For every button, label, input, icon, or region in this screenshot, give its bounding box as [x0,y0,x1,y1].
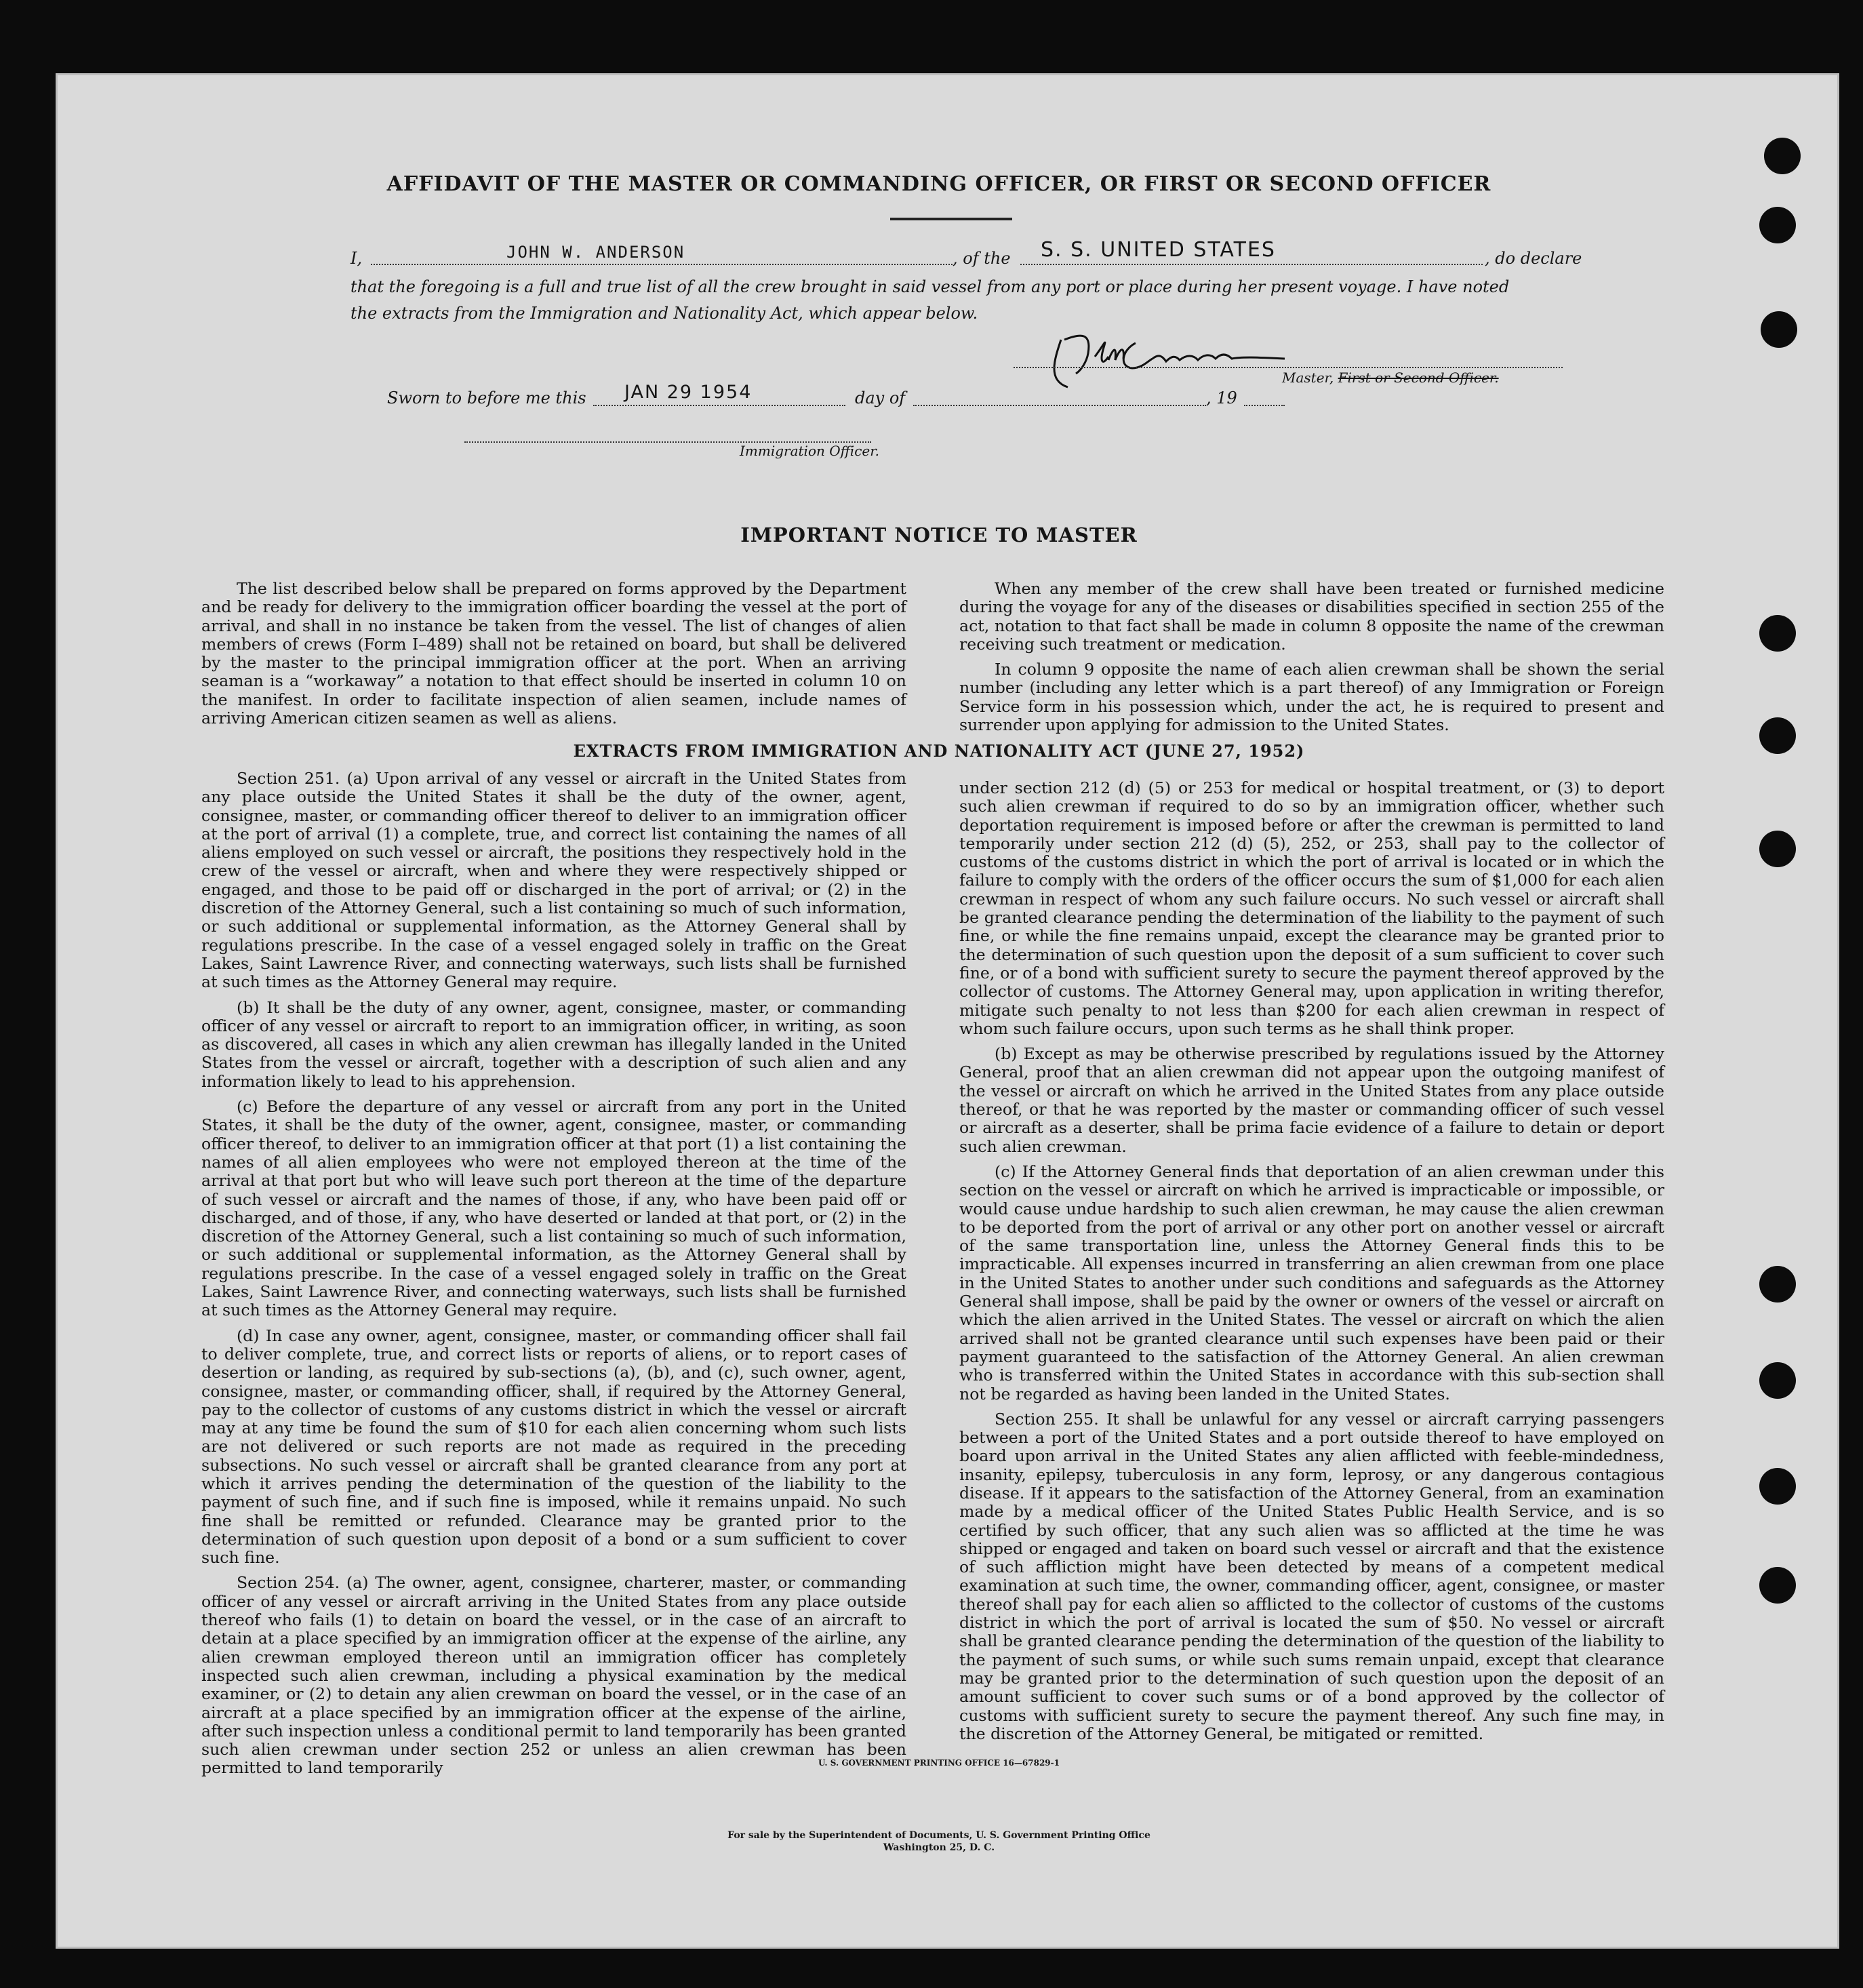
punch-hole [1759,207,1796,243]
punch-hole [1764,138,1801,174]
year-line [1244,405,1285,406]
title-rule [890,218,1012,220]
affidavit-title: AFFIDAVIT OF THE MASTER OR COMMANDING OFFICER, OR FIRST OR SECOND OFFICER [386,172,1491,196]
sworn-label: Sworn to before me this [387,389,586,407]
notice-left-column [201,580,906,728]
section-254-a-continued: under section 212 (d) (5) or 253 for medical or hospital treatment, or (3) to deport such alien crewman if required to do so by an immigration officer, whether such deportation requirement is imposed before or after the crewman is permitted to land temporarily under section 212 (d) (5), 252, or 253, shall pay to the collector of customs of the customs district in which the port of arrival is located or in which the failure to comply with the orders of the officer occurs the sum of $1,000 for each alien crewman in respect of whom any such failure occurs. No such vessel or aircraft shall be granted clearance pending the determination of the liability to the payment of such fine, or while the fine remains unpaid, except the clearance may be granted prior to the determination of such question upon the deposit of a sum sufficient to cover such fine, or of a bond with sufficient surety to secure the payment thereof approved by the collector of customs. The Attorney General may, upon application in writing therefor, mitigate such penalty to not less than $200 for each alien crewman in respect of whom such failure occurs, upon such terms as he shall think proper. [959,778,1664,1038]
notice-title: IMPORTANT NOTICE TO MASTER [740,523,1138,546]
form-page [56,73,1839,1949]
punch-hole [1761,311,1797,348]
day-of-label: day of [855,389,906,407]
punch-hole [1759,1567,1796,1604]
sworn-date: JAN 29 1954 [624,382,753,403]
printing-office-line: U. S. GOVERNMENT PRINTING OFFICE 16—67829-1 [818,1758,1060,1768]
notice-right-column [959,580,1664,734]
punch-hole [1759,615,1796,652]
year-label: , 19 [1206,389,1237,407]
do-declare-label: , do declare [1485,249,1582,268]
section-251-d: (d) In case any owner, agent, consignee, master, or commanding officer shall fail to deliver complete, true, and correct lists or reports of aliens, or to report cases of desertion or landing, as required by sub-sections (a), (b), and (c), such owner, agent, consignee, master, or commanding officer, shall, if required by the Attorney General, pay to the collector of customs of any customs district in which the vessel or aircraft may at any time be found the sum of $10 for each alien concerning whom such lists are not delivered or such reports are not made as required in the preceding subsections. No such vessel or aircraft shall be granted clearance from any port at which it arrives pending the determination of the question of the liability to the payment of such fine, and if such fine is imposed, while it remains unpaid. No such fine shall be remitted or refunded. Clearance may be granted prior to the determination of such question upon deposit of a bond or a sum sufficient to cover such fine. [201,1326,906,1568]
section-255: Section 255. It shall be unlawful for any vessel or aircraft carrying passengers between a port of the United States and a port outside thereof to have employed on board upon arrival in the United States any alien afflicted with feeble-mindedness, insanity, epilepsy, tuberculosis in any form, leprosy, or any dangerous contagious disease. If it appears to the satisfaction of the Attorney General, from an examination made by a medical officer of the United States Public Health Service, and is so certified by such officer, that any such alien was so afflicted at the time he was shipped or engaged and taken on board such vessel or aircraft and that the existence of such affliction might have been detected by means of a competent medical examination at such time, the owner, commanding officer, agent, consignee, or master thereof shall pay for each alien so afflicted to the collector of customs of the customs district in which the port of arrival is located the sum of $50. No vessel or aircraft shall be granted clearance pending the determination of the question of the liability to the payment of such sums, or while such sums remain unpaid, except that clearance may be granted prior to the determination of such question upon the deposit of an amount sufficient to cover such sums or of a bond approved by the collector of customs with sufficient surety to secure the payment thereof. Any such fine may, in the discretion of the Attorney General, be mitigated or remitted. [959,1409,1664,1743]
section-254-b: (b) Except as may be otherwise prescribed by regulations issued by the Attorney General, proof that an alien crewman did not appear upon the outgoing manifest of the vessel or aircraft on which he arrived in the United States from any place outside thereof, or that he was reported by the master or commanding officer of such vessel or aircraft as a deserter, shall be prima facie evidence of a failure to detain or deport such alien crewman. [959,1044,1664,1156]
section-251-b: (b) It shall be the duty of any owner, agent, consignee, master, or commanding officer of any vessel or aircraft to report to an immigration officer, in writing, as soon as discovered, all cases in which any alien crewman has illegally landed in the United States from the vessel or aircraft, together with a description of such alien and any information likely to lead to his apprehension. [201,997,906,1091]
vessel-field-line [1020,264,1483,265]
vessel-name: S. S. UNITED STATES [1041,238,1276,262]
sale-line-1: For sale by the Superintendent of Documents, U. S. Government Printing Office [727,1830,1150,1841]
declaration-line-2: the extracts from the Immigration and Nationality Act, which appear below. [350,304,978,323]
master-name: JOHN W. ANDERSON [506,243,685,262]
sale-line-2: Washington 25, D. C. [883,1842,995,1853]
punch-hole [1759,1468,1796,1505]
notice-right-paragraph-2: In column 9 opposite the name of each alien crewman shall be shown the serial number (including any letter which is a part thereof) of any Immigration or Foreign Service form in his possession which, under the act, he is required to present and surrender upon applying for admission to the United States. [959,660,1664,735]
struck-officer-text: First or Second Officer. [1338,370,1499,386]
punch-hole [1759,1362,1796,1399]
extracts-left-column [201,770,906,1778]
punch-hole [1759,1266,1796,1303]
section-254-c: (c) If the Attorney General finds that deportation of an alien crewman under this section on the vessel or aircraft on which he arrived is impracticable or impossible, or would cause undue hardship to such alien crewman, he may cause the alien crewman to be deported from the port of arrival or any other port on another vessel or aircraft of the same transportation line, unless the Attorney General finds this to be impracticable. All expenses incurred in transferring an alien crewman from one place in the United States to another under such conditions and safeguards as the Attorney General shall impose, shall be paid by the owner or owners of the vessel or aircraft on which the alien arrived in the United States. The vessel or aircraft on which the alien arrived shall not be granted clearance until such expenses have been paid or their payment guaranteed to the satisfaction of the Attorney General. An alien crewman who is transferred within the United States in accordance with this sub-section shall not be regarded as having been landed in the United States. [959,1161,1664,1404]
master-label [1282,370,1499,386]
section-251-a: Section 251. (a) Upon arrival of any vessel or aircraft in the United States from any place outside the United States it shall be the duty of the owner, agent, consignee, master, or commanding officer thereof to deliver to an immigration officer at the port of arrival (1) a complete, true, and correct list containing the names of all aliens employed on such vessel or aircraft, the positions they respectively hold in the crew of the vessel or aircraft, when and where they were respectively shipped or engaged, and those to be paid off or discharged in the port of arrival; or (2) in the discretion of the Attorney General, such a list containing so much of such information, or such additional or supplemental information, as the Attorney General shall by regulations prescribe. In the case of a vessel engaged solely in traffic on the Great Lakes, Saint Lawrence River, and connecting waterways, such lists shall be furnished at such times as the Attorney General may require. [201,769,906,992]
of-the-label: , of the [953,249,1011,268]
month-line [913,405,1206,406]
declaration-line-1: that the foregoing is a full and true list of all the crew brought in said vessel from any port or place during her present voyage. I have noted [350,277,1510,296]
section-254-a: Section 254. (a) The owner, agent, consignee, charterer, master, or commanding officer of any vessel or aircraft arriving in the United States from any place outside thereof who fails (1) to detain on board the vessel, or in the case of an aircraft to detain at a place specified by an immigration officer at the expense of the airline, any alien crewman employed thereon until an immigration officer has completely inspected such alien crewman, including a physical examination by the medical examiner, or (2) to detain any alien crewman on board the vessel, or in the case of an aircraft at a place specified by an immigration officer at the expense of the airline, after such inspection unless a conditional permit to land temporarily has been granted such alien crewman under section 252 or unless an alien crewman has been permitted to land temporarily [201,1573,906,1778]
sworn-date-line [593,405,845,406]
signature-line [1014,367,1563,368]
extracts-title: EXTRACTS FROM IMMIGRATION AND NATIONALITY ACT (JUNE 27, 1952) [573,741,1305,761]
officer-label: Immigration Officer. [740,443,879,459]
notice-right-paragraph-1: When any member of the crew shall have been treated or furnished medicine during the voyage for any of the diseases or disabilities specified in section 255 of the act, notation to that fact shall be made in column 8 opposite the name of the crewman receiving such treatment or medication. [959,579,1664,654]
i-label: I, [350,249,363,268]
notice-left-paragraph: The list described below shall be prepared on forms approved by the Department and be ready for delivery to the immigration officer boarding the vessel at the port of arrival, and shall in no instance be taken from the vessel. The list of changes of alien members of crews (Form I–489) shall not be retained on board, but shall be delivered by the master to the principal immigration officer at the port. When an arriving seaman is a “workaway” a notation to that effect should be inserted in column 10 on the manifest. In order to facilitate inspection of alien seamen, include names of arriving American citizen seamen as well as aliens. [201,579,906,728]
section-251-c: (c) Before the departure of any vessel or aircraft from any port in the United States, it shall be the duty of the owner, agent, consignee, master, or commanding officer thereof, to deliver to an immigration officer at that port (1) a list containing the names of all alien employees who were not employed thereon at the time of the arrival at that port but who will leave such port thereon at the time of the departure of such vessel or aircraft and the names of those, if any, who have been paid off or discharged, and of those, if any, who have deserted or landed at that port, or (2) in the discretion of the Attorney General, such a list containing so much of such information, or such additional or supplemental information, as the Attorney General shall by regulations prescribe. In the case of a vessel engaged solely in traffic on the Great Lakes, Saint Lawrence River, and connecting waterways, such lists shall be furnished at such times as the Attorney General may require. [201,1097,906,1320]
master-text: Master, [1282,370,1334,386]
name-field-line [371,264,953,265]
punch-hole [1759,831,1796,867]
extracts-right-column [959,779,1664,1743]
